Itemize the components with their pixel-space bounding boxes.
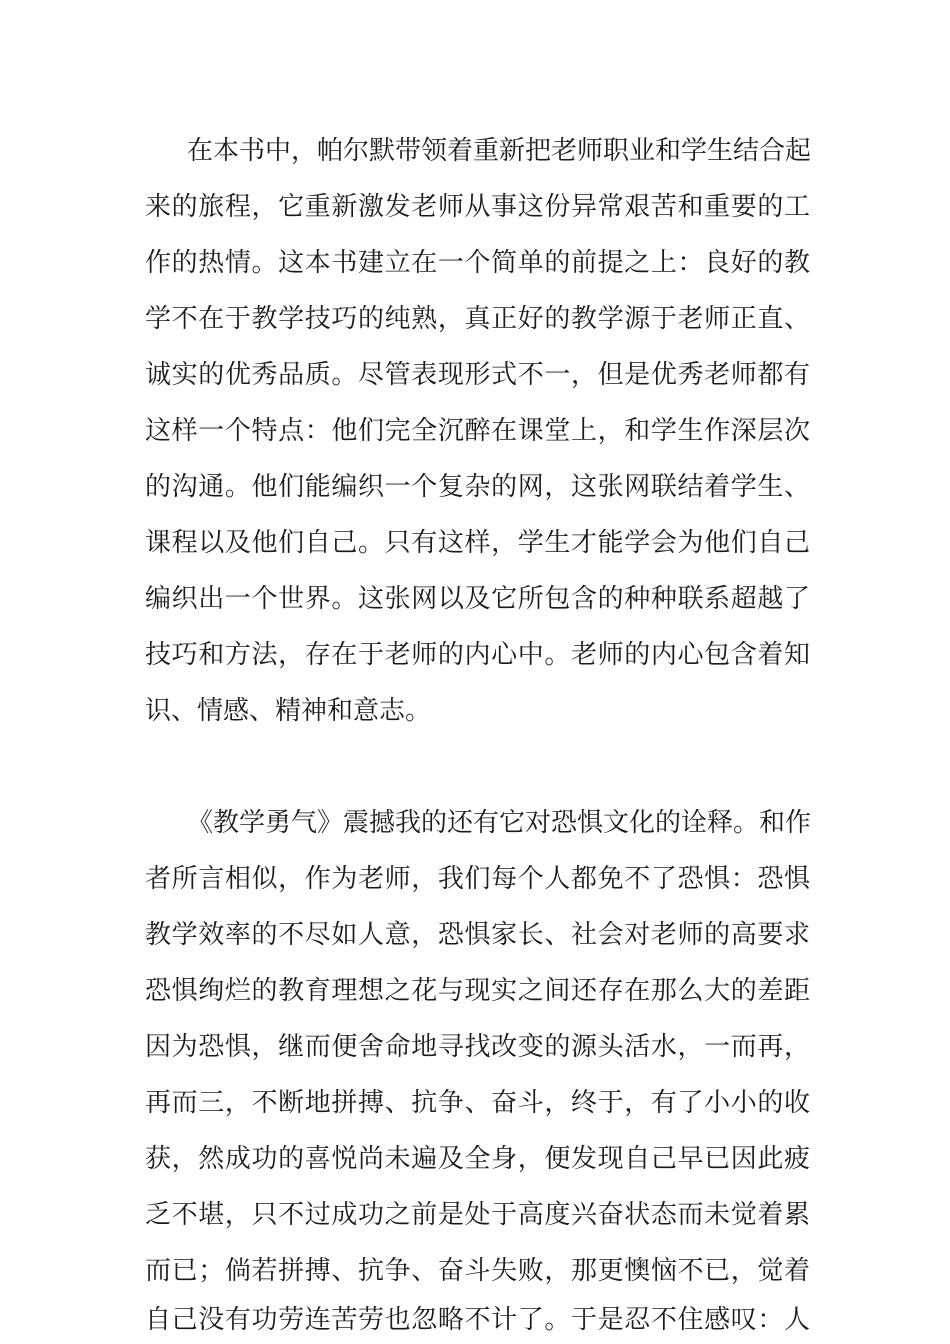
text-line: 在本书中，帕尔默带领着重新把老师职业和学生结合起 bbox=[187, 136, 812, 166]
text-line: 《教学勇气》震撼我的还有它对恐惧文化的诠释。和作 bbox=[187, 808, 812, 838]
text-line: 诚实的优秀品质。尽管表现形式不一，但是优秀老师都有 bbox=[145, 360, 810, 390]
text-line: 者所言相似，作为老师，我们每个人都免不了恐惧：恐惧 bbox=[145, 864, 810, 894]
text-line: 作的热情。这本书建立在一个简单的前提之上：良好的教 bbox=[145, 248, 810, 278]
text-line: 教学效率的不尽如人意，恐惧家长、社会对老师的高要求 bbox=[145, 920, 810, 950]
text-line: 来的旅程，它重新激发老师从事这份异常艰苦和重要的工 bbox=[145, 192, 810, 222]
text-line: 技巧和方法，存在于老师的内心中。老师的内心包含着知 bbox=[145, 640, 810, 670]
text-line: 再而三，不断地拼搏、抗争、奋斗，终于，有了小小的收 bbox=[145, 1088, 810, 1118]
text-line: 识、情感、精神和意志。 bbox=[145, 696, 432, 726]
text-line: 因为恐惧，继而便舍命地寻找改变的源头活水，一而再， bbox=[145, 1032, 810, 1062]
text-line: 这样一个特点：他们完全沉醉在课堂上，和学生作深层次 bbox=[145, 416, 810, 446]
text-line: 学不在于教学技巧的纯熟，真正好的教学源于老师正直、 bbox=[145, 304, 810, 334]
text-line: 自己没有功劳连苦劳也忽略不计了。于是忍不住感叹：人 bbox=[145, 1305, 810, 1335]
text-line: 而已；倘若拼搏、抗争、奋斗失败，那更懊恼不已，觉着 bbox=[145, 1256, 810, 1286]
text-line: 的沟通。他们能编织一个复杂的网，这张网联结着学生、 bbox=[145, 472, 810, 502]
text-line: 乏不堪，只不过成功之前是处于高度兴奋状态而未觉着累 bbox=[145, 1200, 810, 1230]
text-line: 编织出一个世界。这张网以及它所包含的种种联系超越了 bbox=[145, 584, 810, 614]
text-line: 课程以及他们自己。只有这样，学生才能学会为他们自己 bbox=[145, 528, 810, 558]
text-line: 获，然成功的喜悦尚未遍及全身，便发现自己早已因此疲 bbox=[145, 1144, 810, 1174]
text-line: 恐惧绚烂的教育理想之花与现实之间还存在那么大的差距 bbox=[145, 976, 810, 1006]
